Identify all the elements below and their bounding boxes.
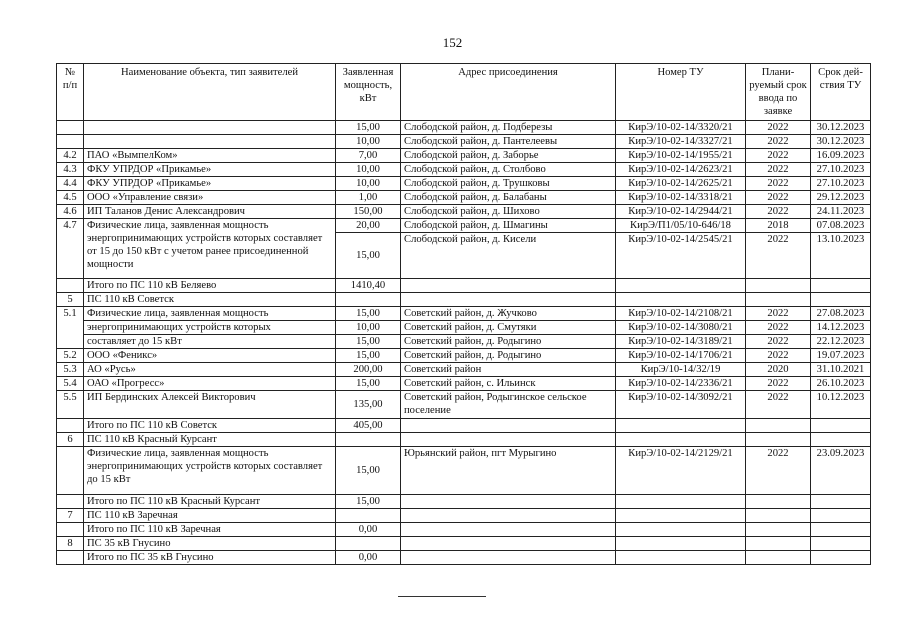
row-tu: КирЭ/10-02-14/2944/21 — [616, 205, 746, 219]
row-address: Слободской район, д. Шихово — [401, 205, 616, 219]
row-term: 30.12.2023 — [811, 135, 871, 149]
section-name: ПС 110 кВ Советск — [84, 293, 336, 307]
row-tu: КирЭ/10-02-14/2625/21 — [616, 177, 746, 191]
section-name: ПС 35 кВ Гнусино — [84, 537, 336, 551]
row-address: Советский район, д. Жучково — [401, 307, 616, 321]
row-name: ФКУ УПРДОР «Прикамье» — [84, 177, 336, 191]
table-row — [57, 391, 871, 419]
row-address: Слободской район, д. Кисели — [401, 233, 616, 279]
row-year: 2022 — [746, 391, 811, 419]
row-year: 2022 — [746, 191, 811, 205]
row-name-line: Физические лица, заявленная мощность — [84, 307, 336, 321]
row-power: 7,00 — [336, 149, 401, 163]
table-row — [57, 205, 871, 219]
total-power: 15,00 — [336, 495, 401, 509]
row-year: 2022 — [746, 205, 811, 219]
connections-table — [56, 63, 871, 565]
row-num: 5.3 — [57, 363, 84, 377]
row-name: ПАО «ВымпелКом» — [84, 149, 336, 163]
row-year: 2022 — [746, 335, 811, 349]
table-row — [57, 363, 871, 377]
total-row — [57, 523, 871, 537]
footer-rule — [398, 596, 486, 597]
row-term: 27.10.2023 — [811, 177, 871, 191]
total-row — [57, 495, 871, 509]
row-name: АО «Русь» — [84, 363, 336, 377]
row-power: 10,00 — [336, 177, 401, 191]
table-body — [57, 121, 871, 565]
row-name — [84, 135, 336, 149]
row-num: 4.2 — [57, 149, 84, 163]
row-tu: КирЭ/10-02-14/1955/21 — [616, 149, 746, 163]
row-num — [57, 121, 84, 135]
row-power: 135,00 — [336, 391, 401, 419]
row-address: Слободской район, д. Балабаны — [401, 191, 616, 205]
table-row — [57, 219, 871, 233]
row-power: 15,00 — [336, 307, 401, 321]
row-tu: КирЭ/10-02-14/3327/21 — [616, 135, 746, 149]
total-power: 0,00 — [336, 551, 401, 565]
row-tu: КирЭ/10-02-14/3318/21 — [616, 191, 746, 205]
row-year: 2022 — [746, 349, 811, 363]
table-row — [57, 349, 871, 363]
row-address: Советский район, с. Ильинск — [401, 377, 616, 391]
section-num: 5 — [57, 293, 84, 307]
row-term: 23.09.2023 — [811, 447, 871, 495]
row-tu: КирЭ/10-02-14/1706/21 — [616, 349, 746, 363]
header-address: Адрес присоединения — [401, 64, 616, 121]
row-term: 29.12.2023 — [811, 191, 871, 205]
row-term: 10.12.2023 — [811, 391, 871, 419]
row-num: 5.4 — [57, 377, 84, 391]
row-name-line: энергопринимающих устройств которых — [84, 321, 336, 335]
row-year: 2022 — [746, 233, 811, 279]
table-row — [57, 135, 871, 149]
section-row — [57, 433, 871, 447]
row-term: 27.10.2023 — [811, 163, 871, 177]
row-num: 4.4 — [57, 177, 84, 191]
row-power: 15,00 — [336, 335, 401, 349]
row-year: 2022 — [746, 447, 811, 495]
row-year: 2022 — [746, 163, 811, 177]
header-term: Срок дей-ствия ТУ — [811, 64, 871, 121]
row-power: 15,00 — [336, 233, 401, 279]
row-power: 1,00 — [336, 191, 401, 205]
row-name: Физические лица, заявленная мощность энергопринимающих устройств которых составляет до 15 кВт — [84, 447, 336, 495]
row-power: 15,00 — [336, 121, 401, 135]
row-num: 5.2 — [57, 349, 84, 363]
total-name: Итого по ПС 110 кВ Беляево — [84, 279, 336, 293]
row-term: 14.12.2023 — [811, 321, 871, 335]
total-name: Итого по ПС 110 кВ Красный Курсант — [84, 495, 336, 509]
row-tu: КирЭ/10-02-14/2623/21 — [616, 163, 746, 177]
row-term: 13.10.2023 — [811, 233, 871, 279]
row-name: ИП Таланов Денис Александрович — [84, 205, 336, 219]
row-power: 15,00 — [336, 349, 401, 363]
section-num: 8 — [57, 537, 84, 551]
total-name: Итого по ПС 110 кВ Советск — [84, 419, 336, 433]
row-power: 10,00 — [336, 135, 401, 149]
row-term: 07.08.2023 — [811, 219, 871, 233]
row-tu: КирЭ/10-02-14/3080/21 — [616, 321, 746, 335]
row-term: 24.11.2023 — [811, 205, 871, 219]
row-name: Физические лица, заявленная мощность энергопринимающих устройств которых составляет от 15 до 150 кВт с учетом ранее присоединенной мощности — [84, 219, 336, 279]
row-address: Советский район, Родыгинское сельское поселение — [401, 391, 616, 419]
row-term: 19.07.2023 — [811, 349, 871, 363]
header-num: № п/п — [57, 64, 84, 121]
row-address: Советский район — [401, 363, 616, 377]
row-tu: КирЭ/10-02-14/2545/21 — [616, 233, 746, 279]
header-tu: Номер ТУ — [616, 64, 746, 121]
row-address: Советский район, д. Родыгино — [401, 335, 616, 349]
row-address: Юрьянский район, пгт Мурыгино — [401, 447, 616, 495]
row-address: Слободской район, д. Столбово — [401, 163, 616, 177]
table-row — [57, 447, 871, 495]
table-header-row — [57, 64, 871, 121]
row-name: ООО «Феникс» — [84, 349, 336, 363]
row-year: 2018 — [746, 219, 811, 233]
row-year: 2022 — [746, 377, 811, 391]
row-year: 2022 — [746, 307, 811, 321]
row-name: ОАО «Прогресс» — [84, 377, 336, 391]
row-address: Советский район, д. Смутяки — [401, 321, 616, 335]
row-tu: КирЭ/10-02-14/2336/21 — [616, 377, 746, 391]
row-address: Слободской район, д. Заборье — [401, 149, 616, 163]
row-power: 150,00 — [336, 205, 401, 219]
row-name-line: составляет до 15 кВт — [84, 335, 336, 349]
row-year: 2022 — [746, 149, 811, 163]
row-name: ООО «Управление связи» — [84, 191, 336, 205]
row-address: Слободской район, д. Пантелеевы — [401, 135, 616, 149]
row-name: ФКУ УПРДОР «Прикамье» — [84, 163, 336, 177]
row-year: 2022 — [746, 135, 811, 149]
row-year: 2020 — [746, 363, 811, 377]
row-name — [84, 121, 336, 135]
section-name: ПС 110 кВ Красный Курсант — [84, 433, 336, 447]
row-year: 2022 — [746, 321, 811, 335]
total-row — [57, 279, 871, 293]
row-power: 200,00 — [336, 363, 401, 377]
row-num: 5.1 — [57, 307, 84, 349]
row-term: 26.10.2023 — [811, 377, 871, 391]
header-power: Заявленная мощность, кВт — [336, 64, 401, 121]
table-row — [57, 377, 871, 391]
row-address: Советский район, д. Родыгино — [401, 349, 616, 363]
total-power: 0,00 — [336, 523, 401, 537]
section-row — [57, 509, 871, 523]
total-power: 405,00 — [336, 419, 401, 433]
table-row — [57, 163, 871, 177]
row-power: 10,00 — [336, 163, 401, 177]
row-address: Слободской район, д. Шмагины — [401, 219, 616, 233]
row-address: Слободской район, д. Подберезы — [401, 121, 616, 135]
table-row — [57, 149, 871, 163]
row-term: 22.12.2023 — [811, 335, 871, 349]
table-row — [57, 321, 871, 335]
total-name: Итого по ПС 35 кВ Гнусино — [84, 551, 336, 565]
row-address: Слободской район, д. Трушковы — [401, 177, 616, 191]
row-term: 16.09.2023 — [811, 149, 871, 163]
row-num: 4.3 — [57, 163, 84, 177]
table-row — [57, 121, 871, 135]
section-num: 6 — [57, 433, 84, 447]
row-power: 15,00 — [336, 377, 401, 391]
total-row — [57, 551, 871, 565]
section-row — [57, 293, 871, 307]
row-tu: КирЭ/10-02-14/2129/21 — [616, 447, 746, 495]
total-name: Итого по ПС 110 кВ Заречная — [84, 523, 336, 537]
row-num: 4.5 — [57, 191, 84, 205]
total-power: 1410,40 — [336, 279, 401, 293]
row-tu: КирЭ/10-02-14/3092/21 — [616, 391, 746, 419]
header-year: Плани-руемый срок ввода по заявке — [746, 64, 811, 121]
section-name: ПС 110 кВ Заречная — [84, 509, 336, 523]
row-year: 2022 — [746, 121, 811, 135]
page-number: 152 — [442, 35, 463, 50]
section-row — [57, 537, 871, 551]
row-name: ИП Бердинских Алексей Викторович — [84, 391, 336, 419]
row-num — [57, 135, 84, 149]
row-num: 4.6 — [57, 205, 84, 219]
table-row — [57, 307, 871, 321]
row-power: 10,00 — [336, 321, 401, 335]
row-power: 20,00 — [336, 219, 401, 233]
header-name: Наименование объекта, тип заявителей — [84, 64, 336, 121]
table-row — [57, 335, 871, 349]
table-row — [57, 191, 871, 205]
row-tu: КирЭ/10-02-14/3189/21 — [616, 335, 746, 349]
row-tu: КирЭ/10-02-14/3320/21 — [616, 121, 746, 135]
row-year: 2022 — [746, 177, 811, 191]
row-term: 31.10.2021 — [811, 363, 871, 377]
row-term: 30.12.2023 — [811, 121, 871, 135]
table-row — [57, 177, 871, 191]
row-num: 5.5 — [57, 391, 84, 419]
row-tu: КирЭ/10-02-14/2108/21 — [616, 307, 746, 321]
total-row — [57, 419, 871, 433]
row-num: 4.7 — [57, 219, 84, 279]
row-term: 27.08.2023 — [811, 307, 871, 321]
section-num: 7 — [57, 509, 84, 523]
row-power: 15,00 — [336, 447, 401, 495]
row-tu: КирЭ/П1/05/10-646/18 — [616, 219, 746, 233]
row-tu: КирЭ/10-14/32/19 — [616, 363, 746, 377]
